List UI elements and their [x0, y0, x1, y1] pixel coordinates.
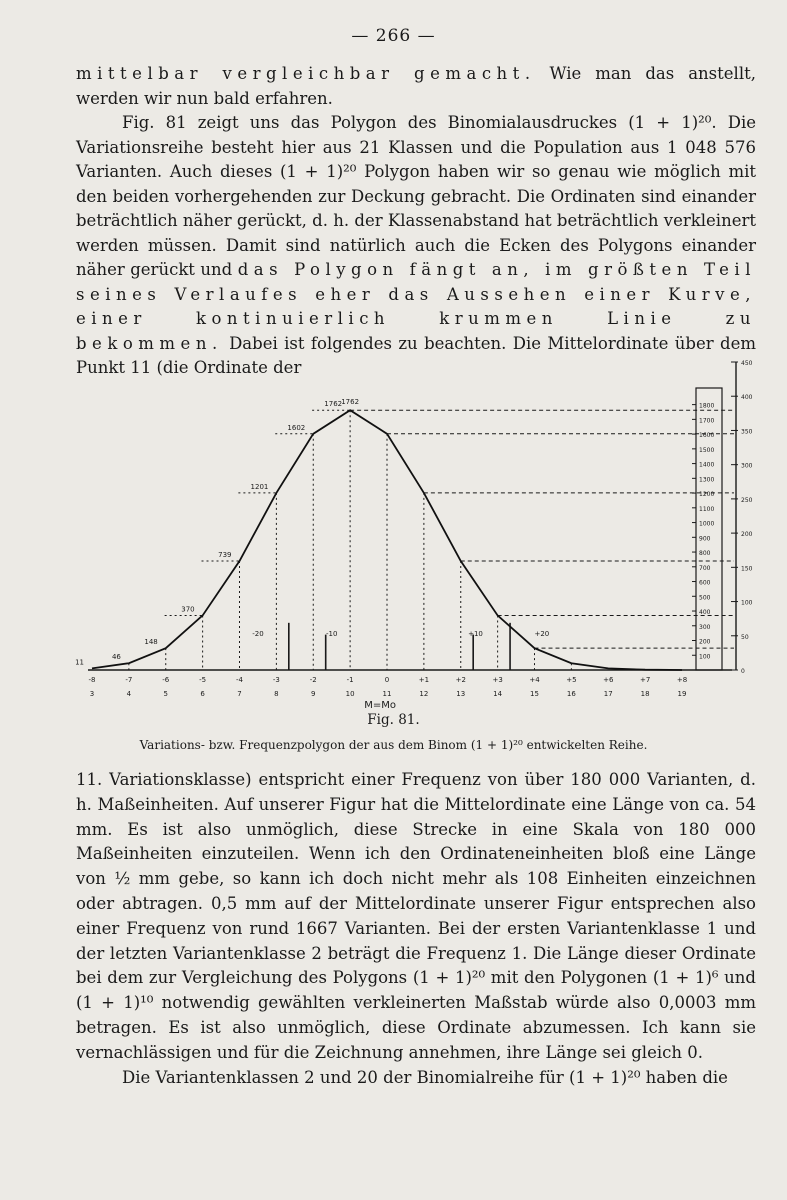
class-tick-label: 13	[456, 690, 466, 698]
bottom-text-block	[76, 768, 756, 1090]
class-tick-label: 14	[493, 690, 503, 698]
deviation-tick-label: 0	[384, 676, 390, 684]
right-scale-label: 450	[741, 360, 753, 367]
left-scale-label: 1400	[699, 461, 715, 469]
class-tick-label: 7	[237, 690, 242, 698]
class-tick-label: 6	[200, 690, 205, 698]
inner-marker-label: +10	[468, 630, 483, 638]
left-scale-label: 1600	[699, 432, 715, 440]
left-scale-label: 1000	[699, 520, 715, 528]
class-tick-label: 10	[345, 690, 355, 698]
paragraph-1	[76, 62, 756, 111]
frequency-polygon-chart	[75, 350, 764, 711]
deviation-tick-label: -1	[346, 676, 354, 684]
inner-marker-label: -20	[252, 630, 264, 638]
deviation-tick-label: +4	[529, 676, 540, 684]
right-scale-label: 250	[741, 496, 753, 504]
deviation-tick-label: -7	[125, 676, 133, 684]
deviation-tick-label: +6	[603, 676, 614, 684]
frequency-value-label: 1201	[250, 482, 269, 491]
left-scale-label: 1100	[699, 505, 715, 513]
paragraph-3: 11. Variationsklasse) entspricht einer Frequenz von über 180 000 Varianten, d. h. Maßeinheiten. Auf unserer Figur hat die Mittelordinate eine Länge von ca. 54 mm. Es ist also unmöglich, diese Strecke in eine Skala von 180 000 Maßeinheiten einzuteilen. Wenn ich den Ordinateneinheiten bloß eine Länge von ½ mm gebe, so kann ich doch nicht mehr als 108 Einheiten einzeichnen oder abtragen. 0,5 mm auf der Mittelordinate unserer Figur entsprechen also einer Frequenz von rund 1667 Varianten. Bei der ersten Variantenklasse 1 und der letzten Variantenklasse 2 beträgt die Frequenz 1. Die Länge dieser Ordinate bei dem zur Vergleichung des Polygons (1 + 1)²⁰ mit den Polygonen (1 + 1)⁶ und (1 + 1)¹⁰ notwendig gewählten verkleinerten Maßstab würde also 0,0003 mm betragen. Es ist also unmöglich, diese Ordinate abzumessen. Ich kann sie vernachlässigen und für die Zeichnung annehmen, ihre Länge sei gleich 0.	[76, 770, 756, 1062]
class-tick-label: 9	[311, 690, 316, 698]
deviation-tick-label: -3	[272, 676, 280, 684]
left-scale-label: 300	[699, 623, 711, 631]
class-tick-label: 8	[274, 690, 279, 698]
class-tick-label: 16	[566, 690, 576, 698]
deviation-tick-label: +7	[639, 676, 651, 684]
figure-label: Fig. 81.	[367, 712, 420, 728]
class-tick-label: 18	[640, 690, 650, 698]
paragraph-4: Die Variantenklassen 2 und 20 der Binomialreihe für (1 + 1)²⁰ haben die	[122, 1067, 728, 1087]
class-tick-label: 11	[382, 690, 392, 698]
spaced-emphasis-2: das Polygon fängt an, im größten Teil seines Verlaufes eher das Aussehen einer Kurve, einer kontinuierlich krummen Linie zu bekommen.	[76, 260, 756, 353]
deviation-tick-label: +3	[492, 676, 503, 684]
right-scale-label: 50	[741, 633, 749, 641]
left-scale-label: 500	[699, 594, 711, 602]
deviation-tick-label: +5	[566, 676, 577, 684]
top-text-block	[76, 62, 756, 381]
left-scale-label: 1500	[699, 446, 715, 454]
right-scale-label: 350	[741, 428, 753, 436]
left-scale-label: 1700	[699, 417, 715, 425]
paragraph-2-a: Fig. 81 zeigt uns das Polygon des Binomialausdruckes (1 + 1)²⁰. Die Variationsreihe besteht hier aus 21 Klassen und die Population aus 1 048 576 Varianten. Auch dieses (1 + 1)²⁰ Polygon haben wir so genau wie möglich mit den beiden vorhergehenden zur Deckung gebracht. Die Ordinaten sind einander beträchtlich näher gerückt, d. h. der Klassenabstand hat beträchtlich verkleinert werden müssen. Damit sind natürlich auch die Ecken des Polygons einander näher gerückt und	[76, 113, 756, 279]
frequency-value-label: 370	[181, 605, 195, 614]
class-tick-label: 4	[126, 690, 132, 698]
class-tick-label: 17	[603, 690, 613, 698]
deviation-tick-label: -8	[88, 676, 96, 684]
class-tick-label: 12	[419, 690, 429, 698]
x-axis-label: M=Mo	[364, 700, 397, 711]
right-scale-label: 400	[741, 394, 753, 402]
left-scale-label: 1300	[699, 476, 715, 484]
inner-marker-label: -10	[325, 630, 338, 638]
right-scale-label: 0	[741, 668, 745, 675]
paragraph-2	[76, 111, 756, 381]
deviation-tick-label: -5	[199, 676, 207, 684]
left-scale-label: 700	[699, 564, 711, 572]
class-tick-label: 5	[163, 690, 168, 698]
frequency-value-label: 148	[144, 638, 158, 647]
left-scale-label: 100	[699, 653, 711, 661]
figure-caption: Variations- bzw. Frequenzpolygon der aus dem Binom (1 + 1)²⁰ entwickelten Reihe.	[139, 738, 648, 752]
page-number: — 266 —	[351, 26, 436, 46]
deviation-tick-label: -4	[236, 676, 243, 684]
class-tick-label: 15	[530, 690, 539, 698]
left-scale-label: 1800	[699, 402, 715, 410]
frequency-value-label: 1602	[287, 423, 306, 432]
class-tick-label: 3	[89, 690, 95, 698]
inner-marker-label: +20	[534, 630, 550, 638]
left-scale-label: 1200	[699, 491, 715, 499]
frequency-value-label: 1762	[324, 400, 343, 409]
frequency-value-label: 11	[75, 658, 84, 667]
deviation-tick-label: -6	[162, 676, 170, 684]
right-scale-label: 300	[741, 462, 753, 470]
right-scale-label: 200	[741, 531, 753, 539]
deviation-tick-label: +1	[418, 676, 430, 684]
deviation-tick-label: -2	[309, 676, 317, 684]
right-scale-label: 100	[741, 599, 753, 607]
left-scale-label: 600	[699, 579, 711, 587]
left-scale-label: 800	[699, 550, 711, 558]
figure-81	[75, 350, 764, 711]
left-scale-label: 900	[699, 535, 711, 543]
frequency-value-label: 1762	[341, 398, 360, 407]
frequency-value-label: 739	[218, 551, 232, 560]
left-scale-label: 400	[699, 609, 711, 617]
spaced-emphasis-1: mittelbar vergleichbar gemacht.	[76, 64, 536, 83]
left-scale-label: 200	[699, 638, 711, 646]
paragraph-2-b: Dabei ist folgendes zu beachten. Die Mittelordinate über dem Punkt 11 (die Ordinate der	[76, 333, 756, 377]
paragraph-1-rest: Wie man das anstellt, werden wir nun bald erfahren.	[76, 64, 756, 108]
deviation-tick-label: +2	[455, 676, 466, 684]
frequency-value-label: 46	[111, 653, 121, 662]
class-tick-label: 19	[677, 690, 687, 698]
right-scale-label: 150	[741, 565, 753, 573]
deviation-tick-label: +8	[676, 676, 688, 684]
